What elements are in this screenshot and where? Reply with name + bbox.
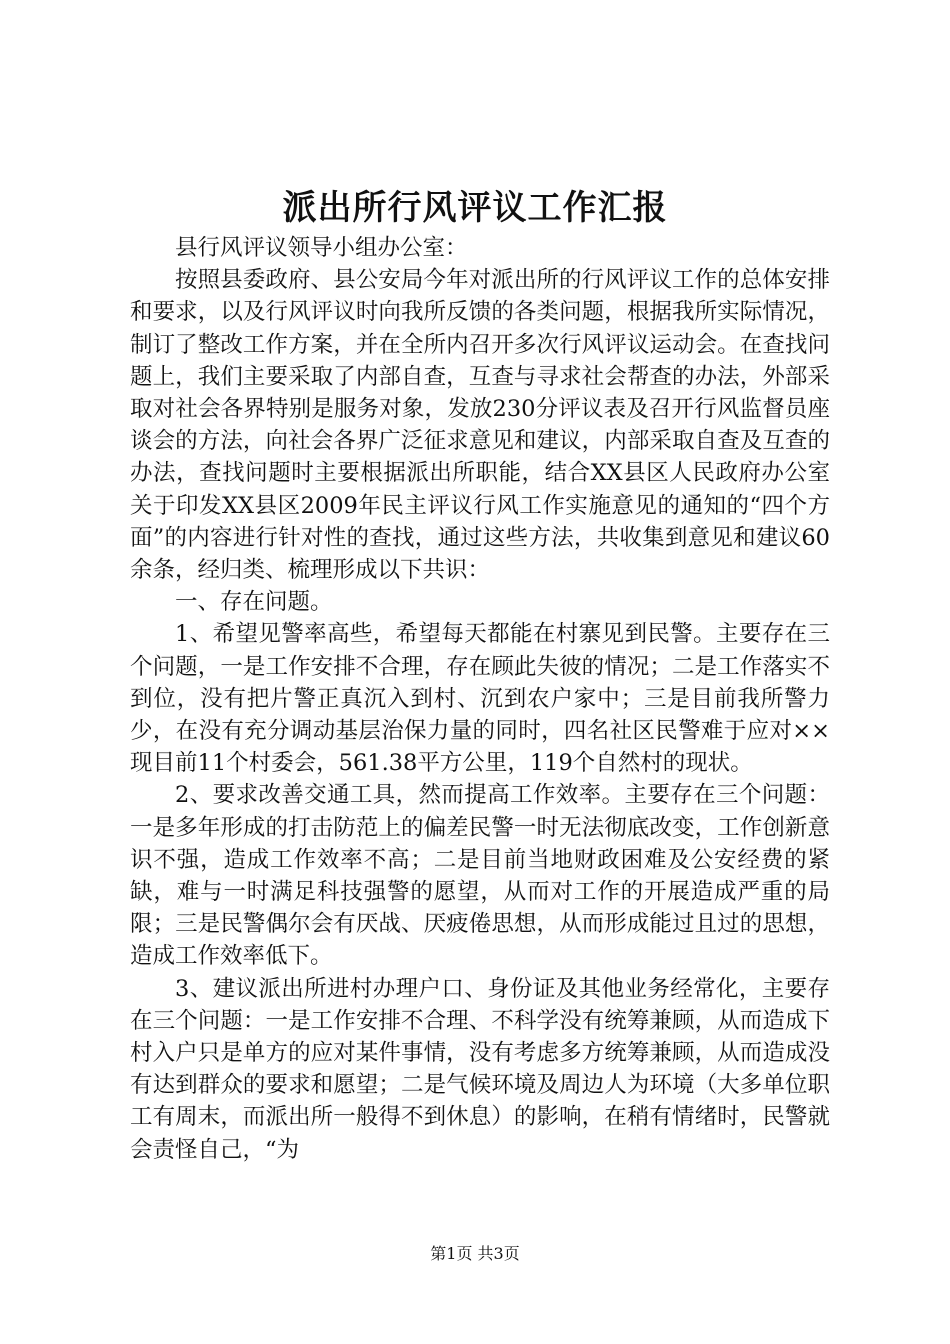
document-body [130, 232, 830, 1166]
page-title: 派出所行风评议工作汇报 [282, 188, 668, 228]
page-footer: 第1页 共3页 [430, 1244, 520, 1263]
issue-paragraph-3: 3、建议派出所进村办理户口、身份证及其他业务经常化，主要存在三个问题：一是工作安排不合理、不科学没有统筹兼顾，从而造成下村入户只是单方的应对某件事情，没有考虑多方统筹兼顾，从而造成没有达到群众的要求和愿望；二是气候环境及周边人为环境（大多单位职工有周末，而派出所一般得不到休息）的影响，在稍有情绪时，民警就会责怪自己，“为 [130, 975, 830, 1163]
issue-paragraph-1: 1、希望见警率高些，希望每天都能在村寨见到民警。主要存在三个问题，一是工作安排不合理，存在顾此失彼的情况；二是工作落实不到位，没有把片警正真沉入到村、沉到农户家中；三是目前我所警力少，在没有充分调动基层治保力量的同时，四名社区民警难于应对××现目前11个村委会，561.38平方公里，119个自然村的现状。 [130, 621, 830, 777]
section-heading: 一、存在问题。 [175, 589, 333, 616]
intro-paragraph: 按照县委政府、县公安局今年对派出所的行风评议工作的总体安排和要求，以及行风评议时向我所反馈的各类问题，根据我所实际情况，制订了整改工作方案，并在全所内召开多次行风评议运动会。在查找问题上，我们主要采取了内部自查，互查与寻求社会帮查的办法，外部采取对社会各界特别是服务对象，发放230分评议表及召开行风监督员座谈会的方法，向社会各界广泛征求意见和建议，内部采取自查及互查的办法，查找问题时主要根据派出所职能，结合XX县区人民政府办公室关于印发XX县区2009年民主评议行风工作实施意见的通知的“四个方面”的内容进行针对性的查找，通过这些方法，共收集到意见和建议60余条，经归类、梳理形成以下共识： [130, 267, 830, 584]
issue-paragraph-2: 2、要求改善交通工具，然而提高工作效率。主要存在三个问题：一是多年形成的打击防范上的偏差民警一时无法彻底改变，工作创新意识不强，造成工作效率不高；二是目前当地财政困难及公安经费的紧缺，难与一时满足科技强警的愿望，从而对工作的开展造成严重的局限；三是民警偶尔会有厌战、厌疲倦思想，从而形成能过且过的思想，造成工作效率低下。 [130, 782, 830, 970]
salutation-paragraph: 县行风评议领导小组办公室： [175, 235, 468, 261]
